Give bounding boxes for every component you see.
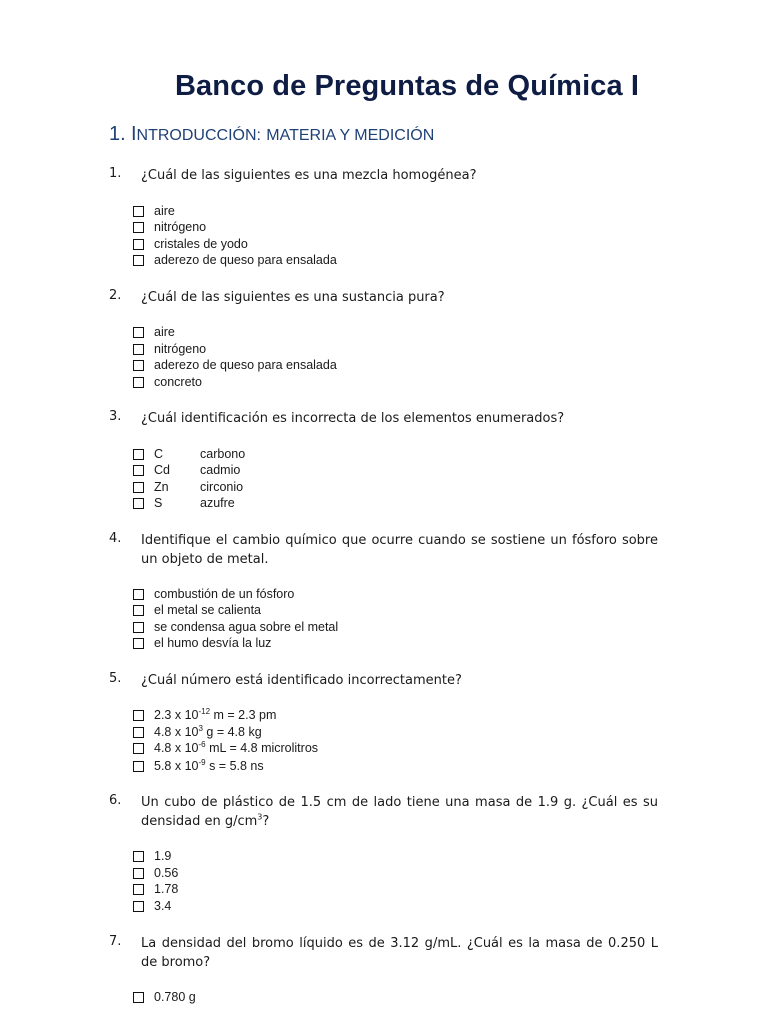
option-label: 0.780 g: [154, 990, 196, 1004]
answer-option[interactable]: [133, 724, 262, 740]
question-text-end: ?: [262, 814, 270, 829]
checkbox[interactable]: [133, 884, 144, 895]
option-label: 1.9: [154, 849, 172, 863]
page-title: Banco de Preguntas de Química I: [175, 70, 639, 102]
question-text: ¿Cuál número está identificado incorrectamente?: [141, 673, 462, 688]
section-heading: [109, 123, 434, 146]
option-label: [154, 741, 318, 755]
answer-option[interactable]: [133, 635, 271, 651]
question-text-main: Un cubo de plástico de 1.5 cm de lado tiene una masa de 1.9 g. ¿Cuál es su densidad en g/cm: [141, 795, 658, 829]
question-number: 4.: [109, 531, 122, 546]
question-number: 5.: [109, 671, 122, 686]
answer-option[interactable]: [133, 619, 338, 635]
option-label: nitrógeno: [154, 342, 207, 356]
option-label: combustión de un fósforo: [154, 587, 295, 601]
option-label: [154, 759, 264, 773]
option-label: nitrógeno: [154, 220, 207, 234]
answer-option[interactable]: [133, 848, 171, 864]
value-rest: mL = 4.8 microlitros: [205, 741, 319, 755]
answer-option[interactable]: [133, 341, 206, 357]
element-symbol: Zn: [154, 480, 169, 494]
checkbox[interactable]: [133, 589, 144, 600]
element-symbol: Cd: [154, 463, 170, 477]
checkbox[interactable]: [133, 638, 144, 649]
answer-option[interactable]: [133, 495, 235, 511]
answer-option[interactable]: [133, 374, 202, 390]
checkbox[interactable]: [133, 239, 144, 250]
value-exponent: 3: [198, 723, 203, 733]
value-exponent: -12: [198, 706, 211, 716]
answer-option[interactable]: [133, 203, 175, 219]
checkbox[interactable]: [133, 498, 144, 509]
section-first-letter: I: [130, 123, 137, 145]
question-number: 6.: [109, 793, 122, 808]
option-label: 0.56: [154, 866, 179, 880]
checkbox[interactable]: [133, 743, 144, 754]
answer-option[interactable]: [133, 446, 245, 462]
question-number: 1.: [109, 166, 122, 181]
answer-option[interactable]: [133, 865, 178, 881]
checkbox[interactable]: [133, 377, 144, 388]
option-label: aire: [154, 325, 175, 339]
answer-option[interactable]: [133, 602, 261, 618]
option-label: 1.78: [154, 882, 179, 896]
checkbox[interactable]: [133, 992, 144, 1003]
answer-option[interactable]: [133, 252, 337, 268]
answer-option[interactable]: [133, 989, 196, 1005]
checkbox[interactable]: [133, 901, 144, 912]
value-exponent: -6: [198, 739, 206, 749]
checkbox[interactable]: [133, 851, 144, 862]
value-rest: s = 5.8 ns: [205, 759, 264, 773]
option-label: el humo desvía la luz: [154, 636, 272, 650]
checkbox[interactable]: [133, 360, 144, 371]
answer-option[interactable]: [133, 898, 171, 914]
answer-option[interactable]: [133, 740, 318, 756]
answer-option[interactable]: [133, 707, 276, 723]
option-label: se condensa agua sobre el metal: [154, 620, 339, 634]
answer-option[interactable]: [133, 236, 248, 252]
answer-option[interactable]: [133, 758, 264, 774]
answer-option[interactable]: [133, 357, 337, 373]
checkbox[interactable]: [133, 465, 144, 476]
value-base: 4.8 x 10: [154, 741, 199, 755]
checkbox[interactable]: [133, 255, 144, 266]
element-symbol: C: [154, 447, 164, 461]
value-base: 5.8 x 10: [154, 759, 199, 773]
checkbox[interactable]: [133, 449, 144, 460]
checkbox[interactable]: [133, 761, 144, 772]
answer-option[interactable]: [133, 462, 240, 478]
option-label: concreto: [154, 375, 202, 389]
value-exponent: -9: [198, 757, 206, 767]
value-rest: g = 4.8 kg: [202, 725, 262, 739]
element-name: azufre: [200, 496, 235, 510]
section-title-part-2: MATERIA Y MEDICIÓN: [266, 127, 435, 144]
checkbox[interactable]: [133, 868, 144, 879]
checkbox[interactable]: [133, 222, 144, 233]
question-text-exponent: 3: [257, 812, 263, 822]
answer-option[interactable]: [133, 586, 294, 602]
question-text: La densidad del bromo líquido es de 3.12 g/mL. ¿Cuál es la masa de 0.250 L de bromo?: [141, 936, 658, 970]
option-label: cristales de yodo: [154, 237, 248, 251]
checkbox[interactable]: [133, 344, 144, 355]
element-symbol: S: [154, 496, 163, 510]
option-label: aire: [154, 204, 175, 218]
answer-option[interactable]: [133, 219, 206, 235]
section-title-part-1: NTRODUCCIÓN:: [136, 127, 261, 144]
checkbox[interactable]: [133, 482, 144, 493]
value-base: 4.8 x 10: [154, 725, 199, 739]
element-name: circonio: [200, 480, 244, 494]
checkbox[interactable]: [133, 622, 144, 633]
question-text: ¿Cuál de las siguientes es una sustancia pura?: [141, 290, 445, 305]
question-number: 7.: [109, 934, 122, 949]
value-rest: m = 2.3 pm: [210, 708, 277, 722]
question-number: 3.: [109, 409, 122, 424]
option-label: 3.4: [154, 899, 172, 913]
answer-option[interactable]: [133, 324, 175, 340]
question-text: ¿Cuál de las siguientes es una mezcla homogénea?: [141, 168, 477, 183]
element-name: carbono: [200, 447, 246, 461]
checkbox[interactable]: [133, 710, 144, 721]
option-label: el metal se calienta: [154, 603, 262, 617]
checkbox[interactable]: [133, 727, 144, 738]
element-name: cadmio: [200, 463, 241, 477]
checkbox[interactable]: [133, 605, 144, 616]
question-text: Identifique el cambio químico que ocurre cuando se sostiene un fósforo sobre un objeto de metal.: [141, 533, 658, 567]
section-number: 1.: [109, 123, 126, 145]
option-label: aderezo de queso para ensalada: [154, 253, 337, 267]
question-text: ¿Cuál identificación es incorrecta de los elementos enumerados?: [141, 411, 565, 426]
checkbox[interactable]: [133, 206, 144, 217]
question-text: [141, 793, 658, 831]
answer-option[interactable]: [133, 881, 178, 897]
question-number: 2.: [109, 288, 122, 303]
option-label: aderezo de queso para ensalada: [154, 358, 337, 372]
answer-option[interactable]: [133, 479, 243, 495]
option-label: [154, 725, 262, 739]
option-label: [154, 708, 276, 722]
value-base: 2.3 x 10: [154, 708, 199, 722]
checkbox[interactable]: [133, 327, 144, 338]
